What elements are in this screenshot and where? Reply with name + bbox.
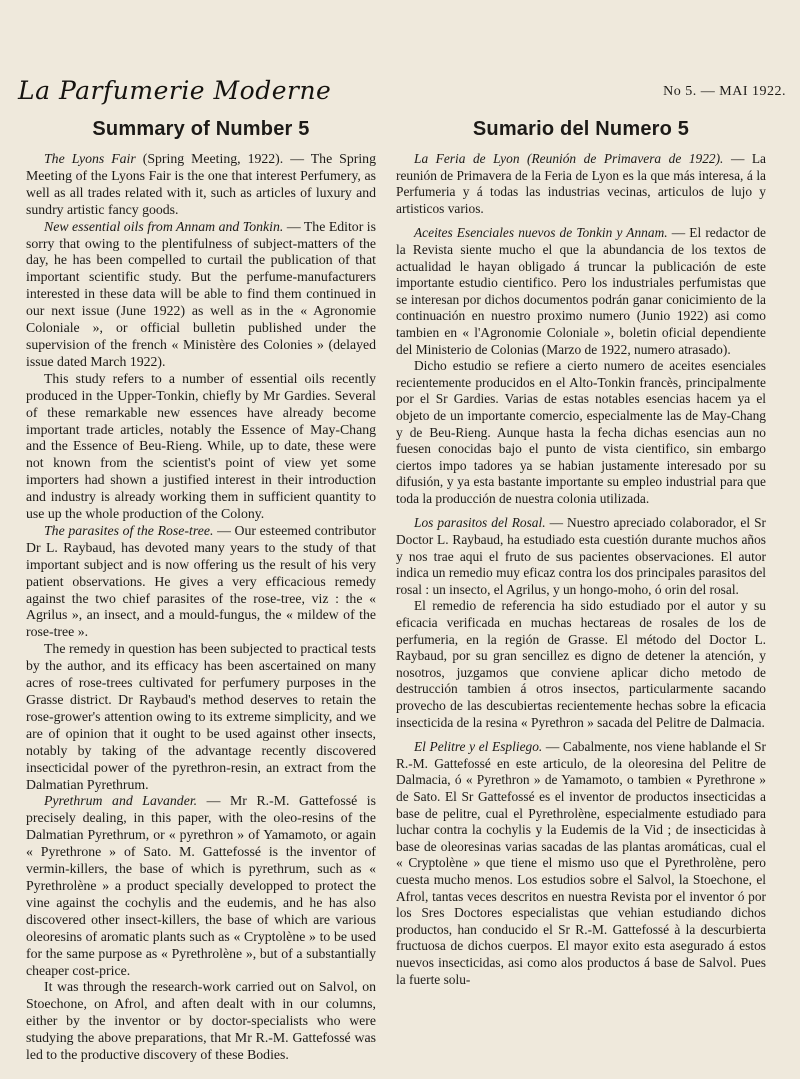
section-lead: The parasites of the Rose-tree. [44, 522, 214, 538]
english-paragraph: This study refers to a number of essential oils recently produced in the Upper-Tonkin, chiefly by Mr Gardies. Several of these remarkable new essences have already become important trade articles, notably the Essence of May-Chang and the Essence of Beu-Rieng. While, up to date, these were not known from the scientist's point of view yet some importers had shown a justified interest in their introduction and industry is already working them in sufficient quantity to use up the whole production of the Colony. [26, 370, 376, 522]
page-header [18, 76, 786, 110]
section-lead: New essential oils from Annam and Tonkin. [44, 218, 284, 234]
english-paragraph: It was through the research-work carried out on Salvol, on Stoechone, on Afrol, and aften dealt with in our columns, either by the inventor or by doctor-specialists who were studying the above preparations, that Mr R.-M. Gattefossé was led to the productive discovery of these Bodies. [26, 979, 376, 1063]
english-paragraph: New essential oils from Annam and Tonkin. — The Editor is sorry that owing to the plentifulness of subject-matters of the day, he has been compelled to curtail the publication of that important scientific study. But the perfume-manufacturers interested in these data will be able to find them continued in our next issue (June 1922) as well as in the « Agronomie Coloniale », or official bulletin published under the supervision of the french « Ministère des Colonies » (delayed issue dated March 1922). [26, 218, 376, 369]
section-lead: El Pelitre y el Espliego. [414, 739, 543, 755]
section-lead: La Feria de Lyon (Reunión de Primavera de 1922). [414, 151, 724, 166]
section-lead: Pyrethrum and Lavander. [44, 793, 198, 809]
section-lead: Aceites Esenciales nuevos de Tonkin y Annam. [414, 225, 668, 241]
spanish-summary-title: Sumario del Numero 5 [472, 118, 690, 140]
spanish-paragraph: El remedio de referencia ha sido estudiado por el autor y su eficacia verificada en muchas hectareas de rosales de los de perfumeria, en la región de Grasse. El método del Doctor L. Raybaud, por su gran sencillez es digno de detener la atención, y nosotros, juzgamos que conviene aplicar dicho metodo de destrucción tambien á otros insectos, particularmente sacando provecho de las descubiertas recientemente hechas sobre la eficacia insecticida de la resina « Pyrethron » sacada del Pelitre de Dalmacia. [396, 598, 766, 730]
spanish-paragraph: Los parasitos del Rosal. — Nuestro apreciado colaborador, el Sr Doctor L. Raybaud, ha estudiado esta cuestión durante muchos años y nos trae aqui el fruto de sus pacientes observaciones. El autor indica un remedio muy eficaz contra los dos principales parasitos del rosal : un insecto, el Agrilus, y un hongo-moho, ó orin del rosal. [396, 515, 766, 597]
english-summary-title: Summary of Number 5 [92, 118, 310, 140]
spanish-paragraph: La Feria de Lyon (Reunión de Primavera de 1922). — La reunión de Primavera de la Feria de Lyon es la que más interesa, á la Perfumeria y á todas las industrias vecinas, articulos de lujo y artisticos varios. [396, 151, 766, 216]
english-summary-column [26, 118, 376, 1064]
issue-number: No 5. — MAI 1922. [663, 84, 786, 99]
english-paragraph: The remedy in question has been subjected to practical tests by the author, and its efficacy has been ascertained on many acres of rose-trees cultivated for perfumery purposes in the Grasse district. Dr Raybaud's method deserves to retain the rose-grower's attention owing to its extreme simplicity, and we are of opinion that it ought to be used against other insects, notably by taking of the advantage recently discovered insecticidal power of the pyrethron-resin, an extract from the Dalmatian Pyrethrum. [26, 641, 376, 792]
section-lead: Los parasitos del Rosal. [414, 515, 546, 531]
masthead: La Parfumerie Moderne [18, 76, 332, 105]
english-paragraph: The Lyons Fair (Spring Meeting, 1922). — The Spring Meeting of the Lyons Fair is the one that interest Perfumery, as well as all trades related with it, such as articles of luxury and sundry artistic fancy goods. [26, 151, 376, 217]
section-lead: The Lyons Fair [44, 151, 136, 166]
spanish-paragraph: Dicho estudio se refiere a cierto numero de aceites esenciales recientemente producidos en el Alto-Tonkin francès, principalmente por el Sr Gardies. Varias de estas notables esencias hacem ya el objeto de un importante comercio, especialmente las de May-Chang y de Beu-Rieng. Aunque hasta la fecha dichas esencias aun no fuesen conocidas bajo el punto de vista cientifico, sin embargo ciertos impo tadores ya se habian justamente interesado por su difusión, y ya esta bastante importante su empleo industrial para que toda la producción de nuestra colonia utilizada. [396, 358, 766, 506]
spanish-summary-column [396, 118, 766, 988]
english-paragraph: Pyrethrum and Lavander. — Mr R.-M. Gattefossé is precisely dealing, in this paper, with the oleo-resins of the Dalmatian Pyrethrum, or « pyrethron » of Yamamoto, or again « Pyrethrone » of Sato. M. Gattefossé is the inventor of vermin-killers, the base of which is pyrethrum, such as « Pyrethrolène » a product specially developped to protect the vine against the cochylis and the eudemis, and he has also discovered other insect-killers, the base of which are various oleoresins of aromatic plants such as « Cryptolène » to be used for the same purpose as « Pyrethrolène », but of a substantially cheaper cost-price. [26, 793, 376, 978]
spanish-paragraph: Aceites Esenciales nuevos de Tonkin y Annam. — El redactor de la Revista siente mucho el que la abundancia de los textos de actualidad le hayan obligado á truncar la publicación de este importante estudio cientifico. Pero los industriales perfumistas que se interesan por dichos documentos podrán ganar conicimiento de la continuación en nuestro proximo numero (Junio 1922) asi como tambien en « l'Agronomie Coloniale », boletin oficial dependiente del Ministerio de Colonias (Marzo de 1922, numero atrasado). [396, 225, 766, 357]
english-paragraph: The parasites of the Rose-tree. — Our esteemed contributor Dr L. Raybaud, has devoted many years to the study of that important subject and is now offering us the result of his very patient observations. He gives a very efficacious remedy against the two chief parasites of the rose-tree, viz : the « Agrilus », an insect, and a mould-fungus, the « mildew of the rose-tree ». [26, 522, 376, 640]
spanish-paragraph: El Pelitre y el Espliego. — Cabalmente, nos viene hablande el Sr R.-M. Gattefossé en este articulo, de la oleoresina del Pelitre de Dalmacia, ó « Pyrethron » de Yamamoto, o tambien « Pyrethrone » de Sato. El Sr Gattefossé es el inventor de productos insecticidas a base de pelitre, cual el Pyrethrolène, especialmente estudiado para luchar contra la cochylis y la Eudemis de la Vid ; de insecticidas à base de oleoresinas varias sacadas de las plantas aromáticas, cual el « Cryptolène » que tiene el mismo uso que el Pyrethrolène, pero cuesta mucho menos. Los estudios sobre el Salvol, la Stoechone, el Afrol, tantas veces descritos en nuestra Revista por el inventor ó por los Sres Doctores especialistas que vehian estudiando dichos productos, han conducido el Sr R.-M. Gattefossé à la descurbierta fructuosa de dichos cuerpos. El mayor exito esta asegurado á estos nuevos insecticidas, asi como alos productos á base de Salvol. Pues la fuerte solu- [396, 739, 766, 987]
